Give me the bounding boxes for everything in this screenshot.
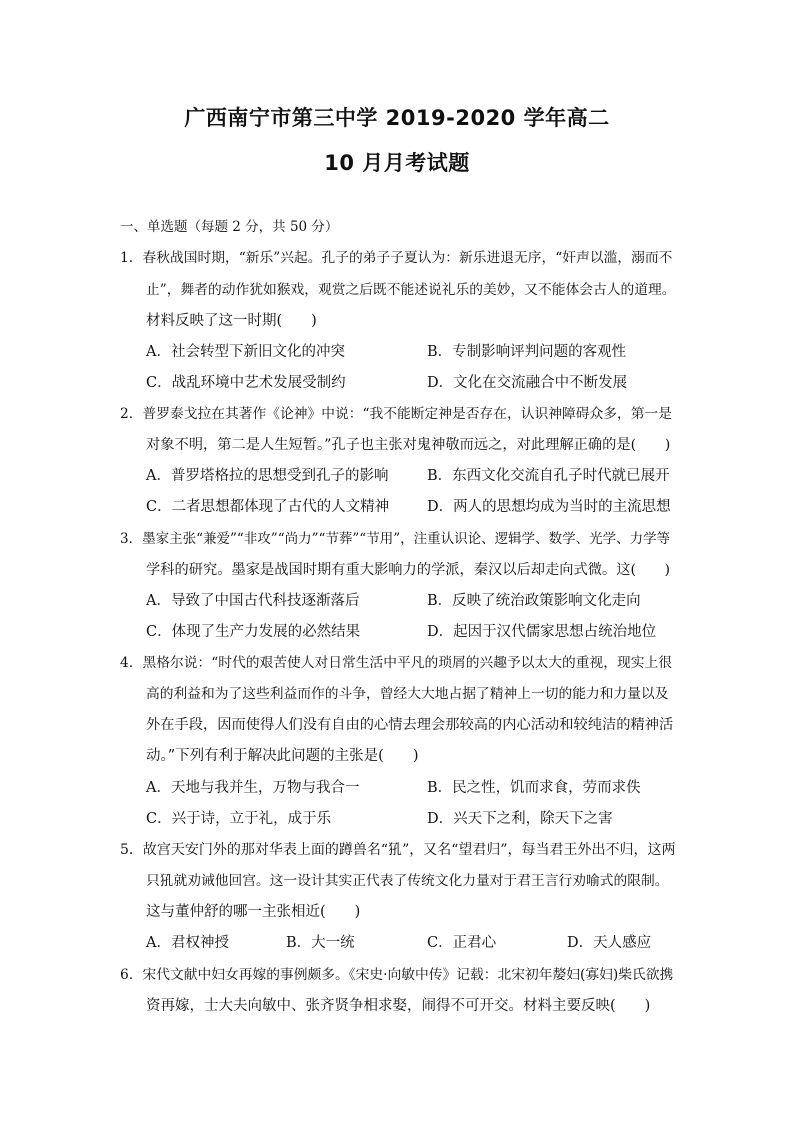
question-3-option-d: D．起因于汉代儒家思想占统治地位 — [427, 624, 657, 640]
question-5-line-2: 只犼就劝诫他回宫。这一设计其实正代表了传统文化力量对于君王言行劝喻式的限制。 — [146, 873, 669, 889]
question-6-line-1: 6．宋代文献中妇女再嫁的事例颇多。《宋史·向敏中传》记载：北宋初年嫠妇(寡妇)柴氏欲携 — [120, 967, 674, 983]
question-3-option-b: B．反映了统治政策影响文化走向 — [427, 593, 641, 609]
question-3-option-a: A．导致了中国古代科技逐渐落后 — [146, 593, 360, 609]
question-3-option-c: C．体现了生产力发展的必然结果 — [146, 624, 361, 640]
question-1-option-d: D．文化在交流融合中不断发展 — [427, 375, 628, 391]
question-5-line-3: 这与董仲舒的哪一主张相近( ) — [146, 904, 361, 920]
section-heading: 一、单选题（每题 2 分，共 50 分） — [120, 219, 339, 235]
question-2-option-c: C．二者思想都体现了古代的人文精神 — [146, 499, 390, 515]
question-4-option-d: D．兴天下之利，除天下之害 — [427, 811, 613, 827]
question-5-option-c: C．正君心 — [427, 935, 497, 951]
question-5-option-a: A．君权神授 — [146, 935, 229, 951]
question-4-line-3: 外在手段，因而使得人们没有自由的心情去理会那较高的内心活动和较纯洁的精神活 — [146, 717, 674, 733]
question-1-option-c: C．战乱环境中艺术发展受制约 — [146, 375, 346, 391]
question-6-line-2: 资再嫁，士大夫向敏中、张齐贤争相求娶，闹得不可开交。材料主要反映( ) — [146, 998, 651, 1014]
question-4-option-a: A．天地与我并生，万物与我合一 — [146, 780, 360, 796]
question-4-line-1: 4．黑格尔说：“时代的艰苦使人对日常生活中平凡的琐屑的兴趣予以太大的重视，现实上很 — [120, 655, 673, 671]
question-4-line-2: 高的利益和为了这些利益而作的斗争，曾经大大地占据了精神上一切的能力和力量以及 — [146, 686, 669, 702]
question-2-line-1: 2．普罗泰戈拉在其著作《论神》中说：“我不能断定神是否存在，认识神障碍众多，第一是 — [120, 406, 673, 422]
question-1-option-b: B．专制影响评判问题的客观性 — [427, 344, 627, 360]
question-3-line-1: 3．墨家主张“兼爱”“非攻”“尚力”“节葬”“节用”，注重认识论、逻辑学、数学、光学、力学等 — [120, 531, 671, 547]
question-2-option-b: B．东西文化交流自孔子时代就已展开 — [427, 468, 670, 484]
question-1-line-3: 材料反映了这一时期( ) — [146, 313, 317, 329]
question-4-line-4: 动。”下列有利于解决此问题的主张是( ) — [146, 748, 419, 764]
question-2-option-d: D．两人的思想均成为当时的主流思想 — [427, 499, 671, 515]
question-1-line-1: 1．春秋战国时期，“新乐”兴起。孔子的弟子子夏认为：新乐进退无序，“奸声以滥，溺而不 — [120, 250, 673, 266]
question-2-option-a: A．普罗塔格拉的思想受到孔子的影响 — [146, 468, 389, 484]
question-5-line-1: 5．故宫天安门外的那对华表上面的蹲兽名“犼”，又名“望君归”，每当君王外出不归，这两 — [120, 842, 676, 858]
question-3-line-2: 学科的研究。墨家是战国时期有重大影响力的学派，秦汉以后却走向式微。这( ) — [146, 562, 671, 578]
exam-title-line-1: 广西南宁市第三中学 2019-2020 学年高二 — [184, 106, 610, 130]
question-2-line-2: 对象不明，第二是人生短暂。”孔子也主张对鬼神敬而远之，对此理解正确的是( ) — [146, 437, 671, 453]
exam-title-line-2: 10 月月考试题 — [324, 151, 470, 175]
question-1-line-2: 止”，舞者的动作犹如猴戏，观赏之后既不能述说礼乐的美妙，又不能体会古人的道理。 — [146, 282, 676, 298]
question-5-option-d: D．天人感应 — [567, 935, 652, 951]
question-4-option-b: B．民之性，饥而求食，劳而求佚 — [427, 780, 641, 796]
question-1-option-a: A．社会转型下新旧文化的冲突 — [146, 344, 345, 360]
question-4-option-c: C．兴于诗，立于礼，成于乐 — [146, 811, 332, 827]
question-5-option-b: B．大一统 — [286, 935, 355, 951]
